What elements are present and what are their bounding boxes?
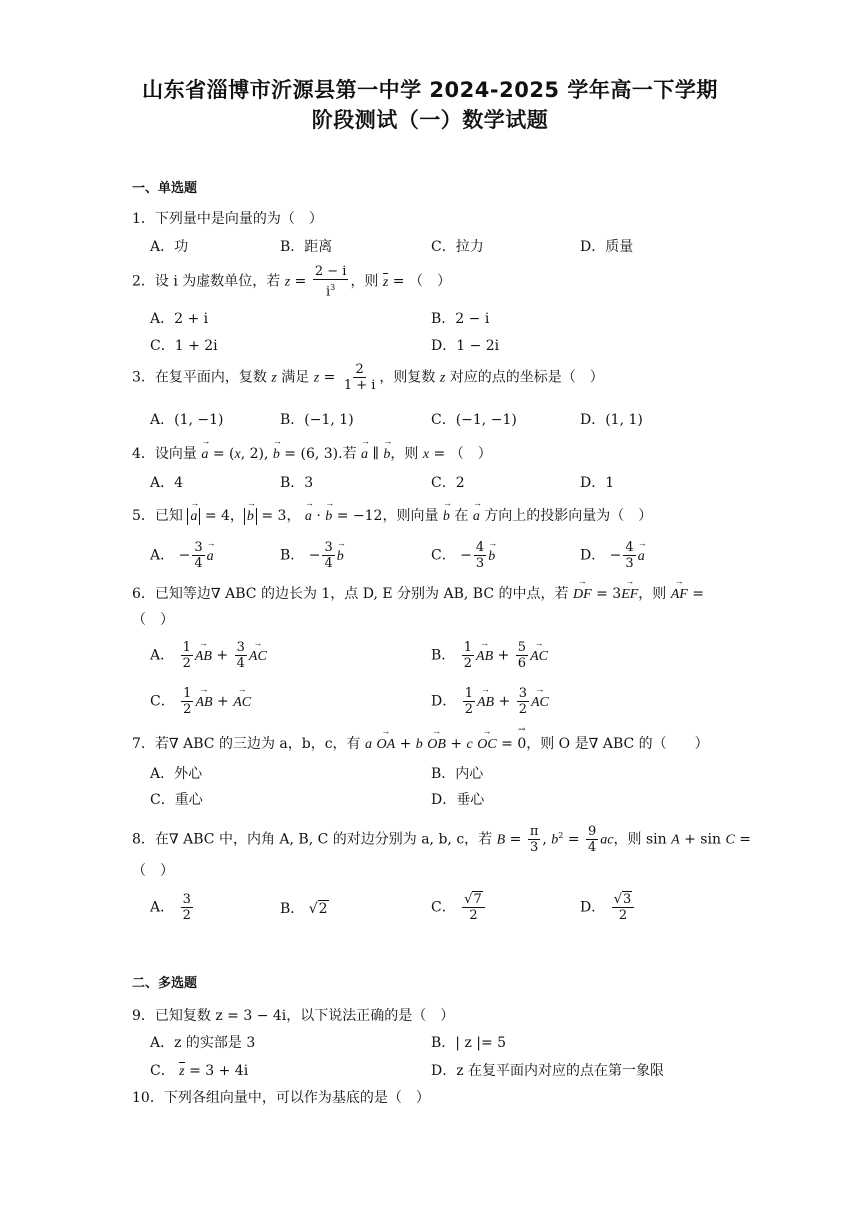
question-10: 10．下列各组向量中，可以作为基底的是（ ） <box>132 1090 430 1106</box>
q8-option-a: A． $\frac{3}{2}$ <box>150 892 191 923</box>
question-9: 9．已知复数 z = 3 − 4i，以下说法正确的是（ ） <box>132 1008 455 1024</box>
q8-option-b: B． √2 <box>280 901 328 917</box>
q3-option-c: C．(−1, −1) <box>431 412 517 428</box>
question-3: 3．在复平面内，复数 z 满足 z = $\frac{2}{1 + i}$ ，则复数 z 对应的点的坐标是（ ） <box>132 362 604 393</box>
q9-option-a: A．z 的实部是 3 <box>150 1035 256 1051</box>
q7-option-a: A．外心 <box>150 766 203 782</box>
question-6-paren: （ ） <box>132 612 174 628</box>
question-1: 1．下列量中是向量的为（ ） <box>132 211 323 227</box>
q3-option-a: A．(1, −1) <box>150 412 224 428</box>
q5-option-d: D． − $\frac{4}{3}$ → a <box>580 540 645 571</box>
q4-option-d: D．1 <box>580 475 615 491</box>
question-6: 6．已知等边∇ ABC 的边长为 1，点 D, E 分别为 AB, BC 的中点，若 → DF = 3→ EF，则 → AF = <box>132 583 704 603</box>
q7-option-c: C．重心 <box>150 792 203 808</box>
q6-option-d: D． $\frac{1}{2}$ → AB + $\frac{3}{2}$ → AC <box>431 686 549 717</box>
q5-option-c: C． − $\frac{4}{3}$ → b <box>431 540 495 571</box>
question-7: 7．若∇ ABC 的三边为 a，b，c，有 a → OA + b → OB + c → OC = → 0，则 O 是∇ ABC 的（ ） <box>132 733 709 753</box>
q2-option-c: C．1 + 2i <box>150 338 218 354</box>
q5-option-b: B． − $\frac{3}{4}$ → b <box>280 540 344 571</box>
question-2: 2．设 i 为虚数单位，若 z = $\frac{2 - i}{i^3}$ ，则 z = （ ） <box>132 264 451 300</box>
q7-option-b: B．内心 <box>431 766 484 782</box>
q8-option-d: D． $\frac{√3}{2}$ <box>580 892 636 923</box>
q1-option-c: C．拉力 <box>431 239 484 255</box>
q1-option-b: B．距离 <box>280 239 333 255</box>
q6-option-a: A． $\frac{1}{2}$ → AB + $\frac{3}{4}$ → AC <box>150 640 267 671</box>
question-5: 5．已知 → a = 4，→ b = 3， → a · → b = −12，则向量 → b 在 → a 方向上的投影向量为（ ） <box>132 505 652 525</box>
q9-option-b: B．| z |= 5 <box>431 1035 507 1051</box>
q2-option-b: B．2 − i <box>431 311 490 327</box>
q9-option-c: C． z = 3 + 4i <box>150 1063 249 1079</box>
q6-option-c: C． $\frac{1}{2}$ → AB + → AC <box>150 686 251 717</box>
q4-option-a: A．4 <box>150 475 184 491</box>
q3-option-d: D．(1, 1) <box>580 412 643 428</box>
q5-option-a: A． − $\frac{3}{4}$ → a <box>150 540 214 571</box>
section-multiple-choice: 二、多选题 <box>132 976 198 991</box>
exam-title-line2: 阶段测试（一）数学试题 <box>311 108 549 132</box>
exam-title-line1: 山东省淄博市沂源县第一中学 2024-2025 学年高一下学期 <box>142 78 718 102</box>
q7-option-d: D．垂心 <box>431 792 485 808</box>
question-8: 8．在∇ ABC 中，内角 A, B, C 的对边分别为 a, b, c，若 B = $\frac{\pi}{3}$ , $b^2$ = $\frac{9}{4}$ ac，则 sin A + sin C = <box>132 824 751 855</box>
q6-option-b: B． $\frac{1}{2}$ → AB + $\frac{5}{6}$ → AC <box>431 640 548 671</box>
q2-option-a: A．2 + i <box>150 311 209 327</box>
question-4: 4．设向量 → a = (x, 2), → b = (6, 3).若 → a ∥ → b，则 x = （ ） <box>132 443 492 463</box>
q8-option-c: C． $\frac{√7}{2}$ <box>431 892 487 923</box>
q1-option-a: A．功 <box>150 239 189 255</box>
question-8-paren: （ ） <box>132 863 174 879</box>
q9-option-d: D．z 在复平面内对应的点在第一象限 <box>431 1063 665 1079</box>
q4-option-c: C．2 <box>431 475 465 491</box>
section-single-choice: 一、单选题 <box>132 181 198 196</box>
q1-option-d: D．质量 <box>580 239 634 255</box>
q4-option-b: B．3 <box>280 475 314 491</box>
q2-option-d: D．1 − 2i <box>431 338 500 354</box>
q3-option-b: B．(−1, 1) <box>280 412 354 428</box>
